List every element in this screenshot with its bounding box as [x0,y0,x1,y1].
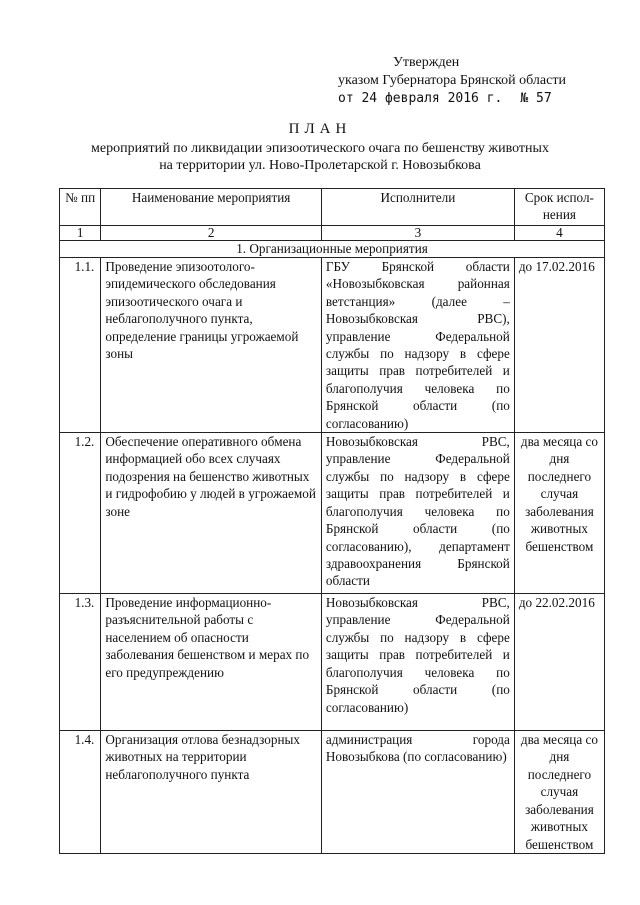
column-number: 3 [321,226,514,241]
row-measure-name: Проведение эпизоотолого-эпидемического обследования эпизоотического очага и неблагополучного пункта, определение границы угрожаемой зоны [101,258,322,433]
table-header-row [60,189,605,226]
plan-heading: ПЛАН [288,121,352,137]
plan-subtitle-line-1: мероприятий по ликвидации эпизоотического очага по бешенству животных [91,141,549,156]
row-number: 1.3. [60,594,101,731]
document-title [0,121,640,174]
column-number: 2 [101,226,322,241]
plan-subtitle-line-2: на территории ул. Ново-Пролетарской г. Новозыбкова [159,158,481,173]
approval-number: № 57 [520,91,552,106]
table-row [60,258,605,433]
table-row [60,731,605,854]
row-executors: администрация города Новозыбкова (по согласованию) [321,731,514,854]
approval-date-number [338,90,566,108]
approval-authority: указом Губернатора Брянской области [338,73,566,88]
row-number: 1.4. [60,731,101,854]
row-deadline: до 17.02.2016 [514,258,604,433]
table-row [60,433,605,594]
row-deadline: два месяца со дня последнего случая заболевания животных бешенством [514,731,604,854]
column-number: 1 [60,226,101,241]
row-deadline: два месяца со дня последнего случая заболевания животных бешенством [514,433,604,594]
header-number: № пп [60,189,101,226]
row-measure-name: Организация отлова безнадзорных животных на территории неблагополучного пункта [101,731,322,854]
row-deadline: до 22.02.2016 [514,594,604,731]
approval-date: от 24 февраля 2016 г. [338,91,503,106]
row-measure-name: Проведение информационно-разъяснительной работы с населением об опасности заболевания бешенством и мерах по его предупреждению [101,594,322,731]
measures-table [59,188,605,854]
row-executors: Новозыбковская РВС, управление Федеральной службы по надзору в сфере защиты прав потребителей и благополучия человека по Брянской области (по согласованию), департамент здравоохранения Брянской области [321,433,514,594]
row-number: 1.1. [60,258,101,433]
column-number-row [60,226,605,241]
section-title: 1. Организационные мероприятия [60,241,605,258]
header-measure-name: Наименование мероприятия [101,189,322,226]
row-number: 1.2. [60,433,101,594]
approval-heading: Утвержден [393,55,460,70]
section-row [60,241,605,258]
approval-stamp [338,54,566,108]
row-executors: ГБУ Брянской области «Новозыбковская районная ветстанция» (далее – Новозыбковская РВС), управление Федеральной службы по надзору в сфере защиты прав потребителей и благополучия человека по Брянской области (по согласованию) [321,258,514,433]
row-measure-name: Обеспечение оперативного обмена информацией обо всех случаях подозрения на бешенство животных и гидрофобию у людей в угрожаемой зоне [101,433,322,594]
column-number: 4 [514,226,604,241]
header-deadline: Срок испол-нения [514,189,604,226]
table-row [60,594,605,731]
row-executors: Новозыбковская РВС, управление Федеральной службы по надзору в сфере защиты прав потребителей и благополучия человека по Брянской области (по согласованию) [321,594,514,731]
header-executors: Исполнители [321,189,514,226]
